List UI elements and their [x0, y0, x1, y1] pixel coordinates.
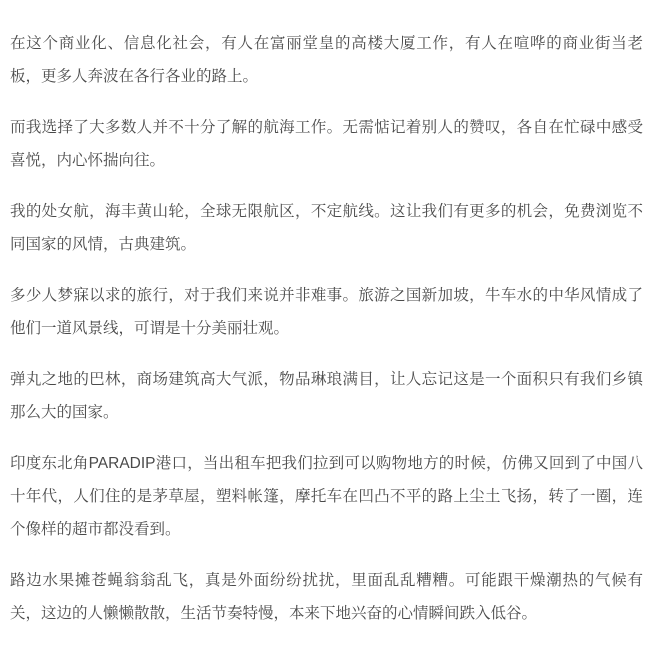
paragraph-roadside-stalls: 路边水果摊苍蝇翁翁乱飞，真是外面纷纷扰扰，里面乱乱糟糟。可能跟干燥潮热的气候有关，这边的人懒懒散散，生活节奏特慢，本来下地兴奋的心情瞬间跌入低谷。 [10, 572, 643, 622]
paragraph-bahrain: 弹丸之地的巴林，商场建筑高大气派，物品琳琅满目，让人忘记这是一个面积只有我们乡镇那么大的国家。 [10, 371, 643, 421]
paragraph-intro-society: 在这个商业化、信息化社会，有人在富丽堂皇的高楼大厦工作，有人在喧哗的商业街当老板，更多人奔波在各行各业的路上。 [10, 35, 643, 85]
paragraph-singapore-travel: 多少人梦寐以求的旅行，对于我们来说并非难事。旅游之国新加坡，牛车水的中华风情成了他们一道风景线，可谓是十分美丽壮观。 [10, 287, 643, 337]
paragraph-paradip-port: 印度东北角PARADIP港口，当出租车把我们拉到可以购物地方的时候，仿佛又回到了中国八十年代，人们住的是茅草屋，塑料帐篷，摩托车在凹凸不平的路上尘土飞扬，转了一圈，连个像样的超市都没看到。 [10, 455, 643, 538]
paragraph-maiden-voyage: 我的处女航，海丰黄山轮，全球无限航区，不定航线。这让我们有更多的机会，免费浏览不同国家的风情，古典建筑。 [10, 203, 643, 253]
paragraph-seafaring-choice: 而我选择了大多数人并不十分了解的航海工作。无需惦记着别人的赞叹，各自在忙碌中感受喜悦，内心怀揣向往。 [10, 119, 643, 169]
